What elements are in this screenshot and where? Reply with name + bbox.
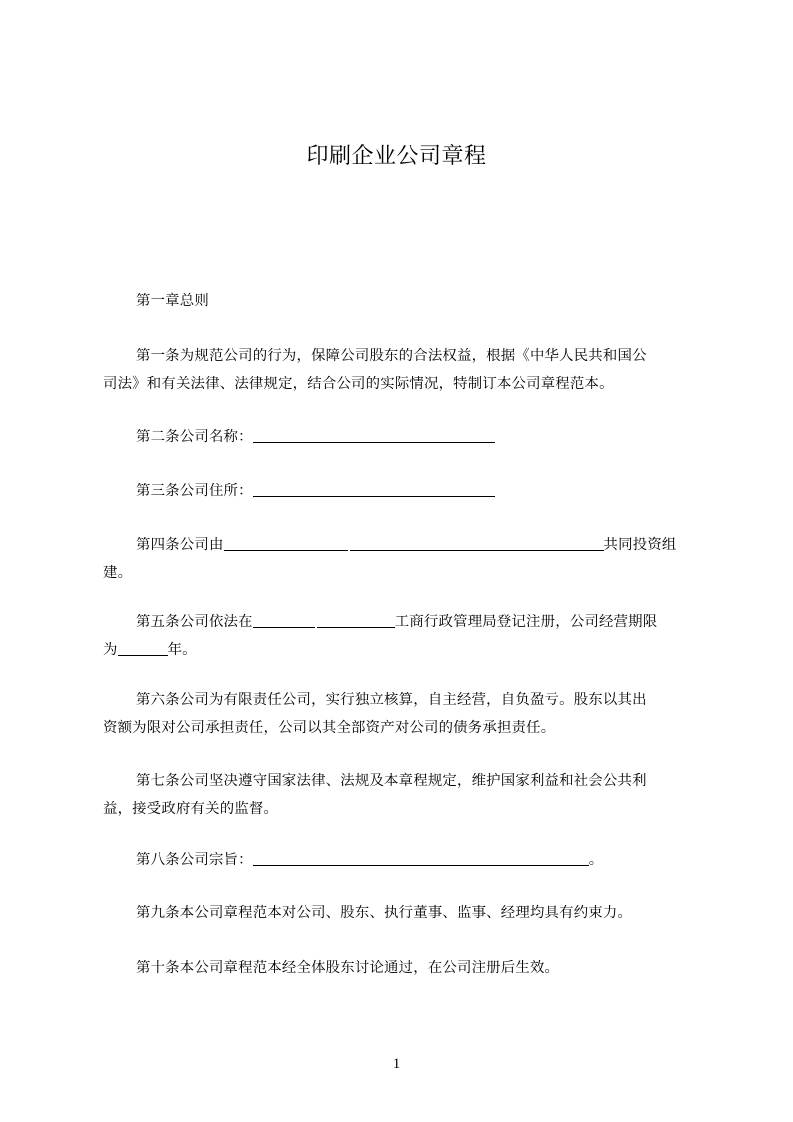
article-7-line-2: 益，接受政府有关的监督。 <box>103 801 279 817</box>
article-4-line-1 <box>103 531 703 559</box>
article-7 <box>103 767 703 823</box>
article-1-line-1: 第一条为规范公司的行为，保障公司股东的合法权益，根据《中华人民共和国公 <box>136 348 647 364</box>
registration-blank-2 <box>317 611 395 628</box>
chapter-heading-text: 第一章总则 <box>136 293 209 309</box>
article-4 <box>103 531 703 587</box>
article-5 <box>103 608 703 664</box>
article-10 <box>103 954 703 982</box>
article-8-label: 第八条公司宗旨： <box>136 852 253 868</box>
article-5-line2-prefix: 为 <box>103 642 118 658</box>
article-4-line-2: 建。 <box>103 565 133 581</box>
article-4-suffix: 共同投资组 <box>603 537 677 553</box>
registration-blank-1 <box>253 611 315 628</box>
article-5-line-2 <box>103 636 703 664</box>
article-1 <box>103 342 703 398</box>
article-3 <box>103 477 703 505</box>
article-7-line-1: 第七条公司坚决遵守国家法律、法规及本章程规定，维护国家利益和社会公共利 <box>136 773 647 789</box>
investor-blank-1 <box>224 534 348 551</box>
company-purpose-blank <box>253 849 589 866</box>
article-6-line-2: 资额为限对公司承担责任，公司以其全部资产对公司的债务承担责任。 <box>103 720 556 736</box>
article-8-line <box>103 846 703 874</box>
article-5-line2-suffix: 年。 <box>167 642 197 658</box>
article-5-prefix: 第五条公司依法在 <box>136 614 253 630</box>
article-3-line <box>103 477 703 505</box>
article-5-suffix: 工商行政管理局登记注册，公司经营期限 <box>394 614 658 630</box>
article-2 <box>103 423 703 451</box>
chapter-heading <box>103 287 703 315</box>
article-1-line-2: 司法》和有关法律、法律规定，结合公司的实际情况，特制订本公司章程范本。 <box>103 376 614 392</box>
article-4-prefix: 第四条公司由 <box>136 537 224 553</box>
document-title: 印刷企业公司章程 <box>306 144 487 169</box>
investor-blank-2 <box>350 534 604 551</box>
article-2-line <box>103 423 703 451</box>
page-number: 1 <box>392 1056 401 1072</box>
article-10-text: 第十条本公司章程范本经全体股东讨论通过，在公司注册后生效。 <box>136 960 560 976</box>
article-8-suffix: 。 <box>588 852 604 868</box>
term-years-blank <box>118 639 168 656</box>
company-name-blank <box>253 426 495 443</box>
article-9-text: 第九条本公司章程范本对公司、股东、执行董事、监事、经理均具有约束力。 <box>136 905 633 921</box>
article-9 <box>103 899 703 927</box>
company-address-blank <box>253 480 495 497</box>
article-3-label: 第三条公司住所： <box>136 483 253 499</box>
article-2-label: 第二条公司名称： <box>136 429 253 445</box>
article-6-line-1: 第六条公司为有限责任公司，实行独立核算，自主经营，自负盈亏。股东以其出 <box>136 692 647 708</box>
article-6 <box>103 686 703 742</box>
article-8 <box>103 846 703 874</box>
article-5-line-1 <box>103 608 703 636</box>
